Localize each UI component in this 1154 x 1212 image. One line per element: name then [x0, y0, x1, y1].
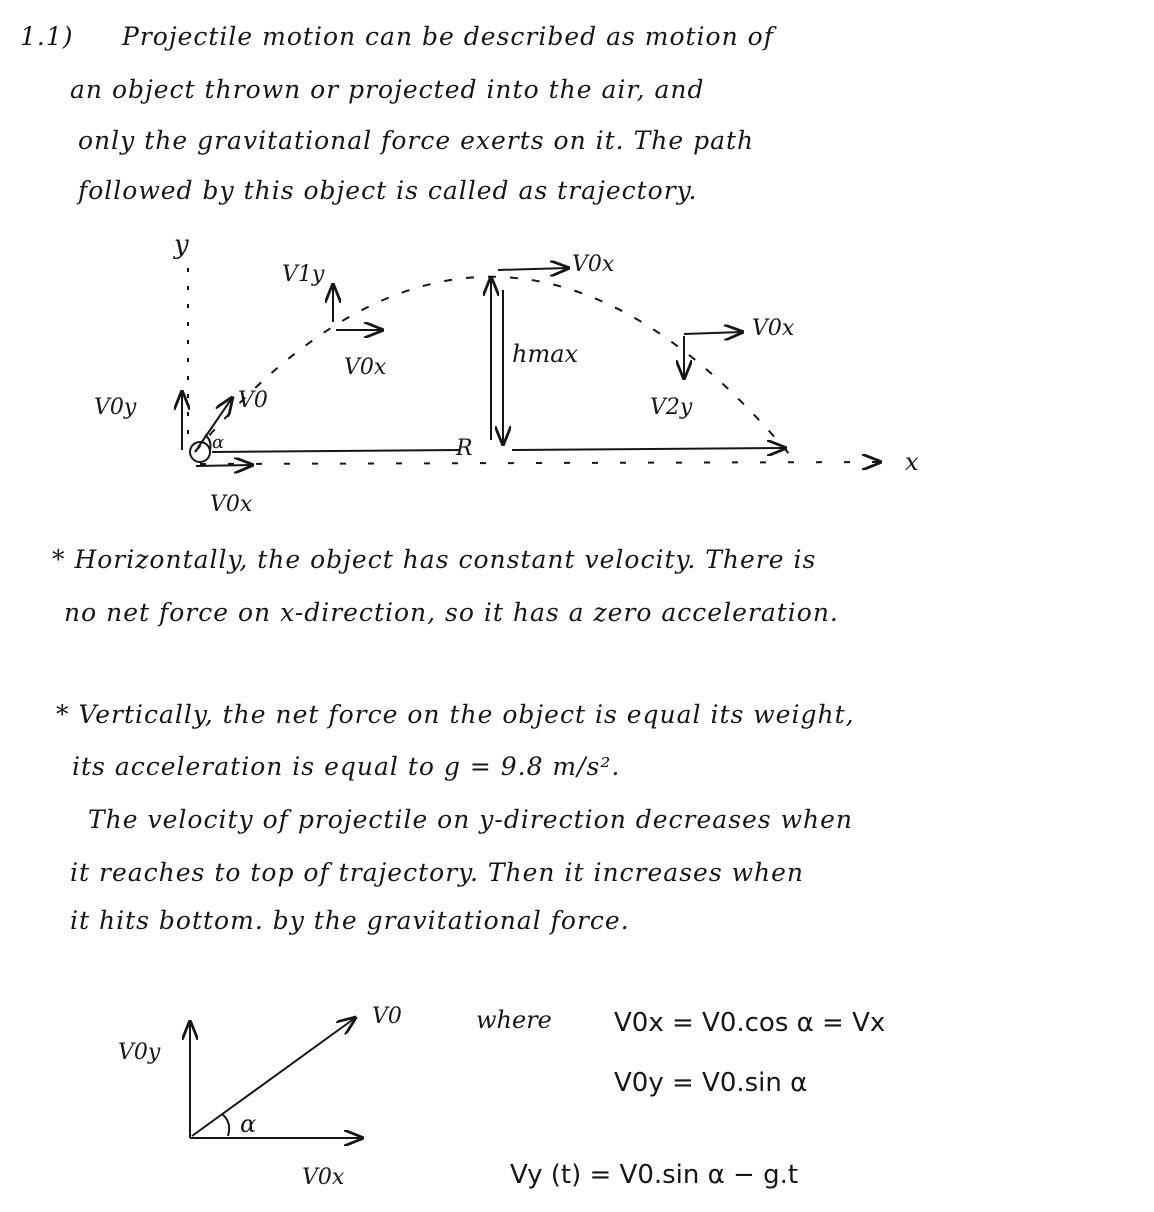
label-v0x-fall: V0x: [752, 316, 795, 341]
comp-label-v0x: V0x: [302, 1165, 345, 1190]
label-hmax: hmax: [512, 340, 579, 368]
equation-v0y: V0y = V0.sin α: [614, 1068, 808, 1098]
label-v0x-bottom: V0x: [210, 492, 253, 517]
comp-label-alpha: α: [240, 1110, 257, 1138]
vertical-note-line-3: The velocity of projectile on y-direction decreases when: [88, 805, 853, 834]
label-v2y: V2y: [650, 395, 693, 420]
heading-number: 1.1): [20, 22, 74, 51]
vertical-note-line-5: it hits bottom. by the gravitational force.: [70, 906, 630, 935]
equation-v0x: V0x = V0.cos α = Vx: [614, 1008, 886, 1038]
component-v0-vector: [192, 1018, 355, 1136]
intro-line-3: only the gravitational force exerts on it. The path: [78, 126, 755, 155]
label-range: R: [456, 436, 473, 461]
label-v0x-rise: V0x: [344, 355, 387, 380]
vertical-note-line-2: its acceleration is equal to g = 9.8 m/s².: [72, 752, 621, 781]
label-y-axis: y: [174, 230, 189, 260]
label-v1y: V1y: [282, 262, 325, 287]
vertical-note-line-4: it reaches to top of trajectory. Then it increases when: [70, 858, 805, 887]
label-v0y: V0y: [94, 395, 137, 420]
comp-label-v0y: V0y: [118, 1040, 161, 1065]
equation-vy-t: Vy (t) = V0.sin α − g.t: [510, 1160, 799, 1190]
label-v0: V0: [238, 388, 268, 413]
label-v0x-top: V0x: [572, 252, 615, 277]
component-angle-arc: [222, 1114, 229, 1136]
intro-line-2: an object thrown or projected into the air, and: [70, 75, 705, 104]
vertical-note-line-1: * Vertically, the net force on the object is equal its weight,: [56, 700, 855, 729]
where-label: where: [476, 1006, 552, 1034]
label-x-axis: x: [905, 448, 919, 476]
comp-label-v0: V0: [372, 1004, 402, 1029]
intro-line-1: Projectile motion can be described as motion of: [122, 22, 774, 51]
horizontal-note-line-1: * Horizontally, the object has constant velocity. There is: [52, 545, 817, 574]
horizontal-note-line-2: no net force on x-direction, so it has a zero acceleration.: [64, 598, 839, 627]
intro-line-4: followed by this object is called as trajectory.: [78, 176, 698, 205]
label-alpha: α: [212, 432, 225, 453]
